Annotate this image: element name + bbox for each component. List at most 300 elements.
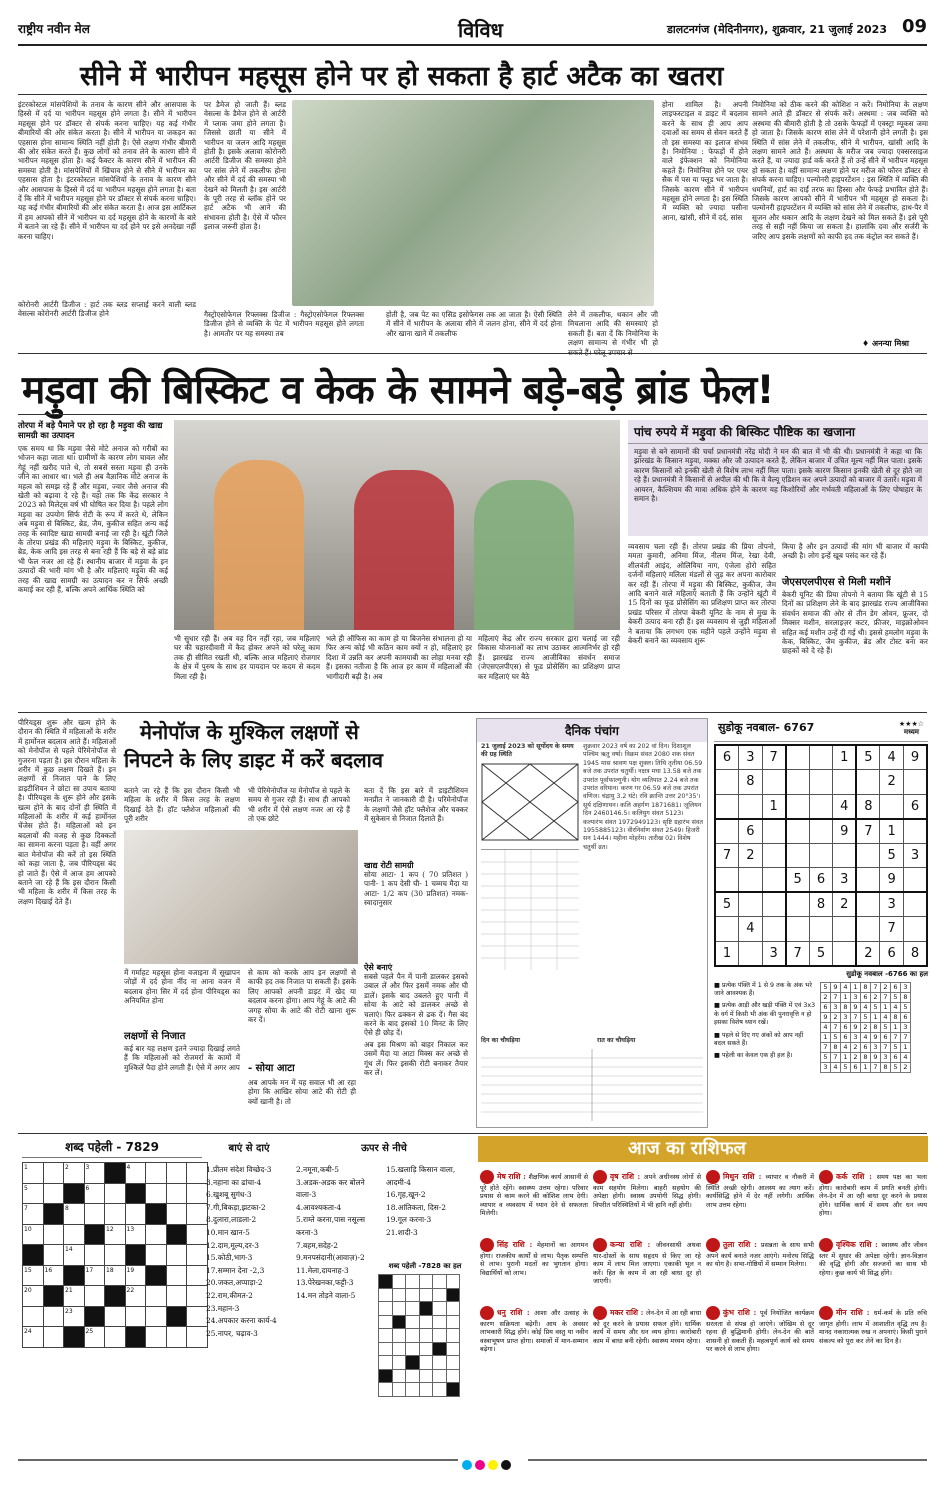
crossword-solution-block xyxy=(419,1302,433,1316)
sudoku-solution-cell: 7 xyxy=(881,1042,891,1052)
crossword-solution-cell xyxy=(433,1369,447,1383)
story1-col4b: लेने में तकलीफ, थकान और जी मिचलाना आदि की समस्याएं हो सकती हैं। बता दें कि निमोनिया के लक्षण सामान्य से गंभीर भी हो xyxy=(568,310,658,348)
sudoku-solution-cell: 9 xyxy=(851,1022,861,1032)
sudoku-cell: 6 xyxy=(809,868,833,893)
crossword-cell[interactable]: 20 xyxy=(23,1286,44,1307)
woman-headache-photo xyxy=(124,830,358,964)
across-clue: 20.जकत,अप्पाड़ा-2 xyxy=(206,1278,263,1288)
down-clue: 18.आंतिकता, दिस-2 xyxy=(386,1202,446,1212)
sudoku-cell xyxy=(762,843,786,868)
crossword-cell[interactable] xyxy=(187,1265,208,1286)
across-clue: 15.कोठी,भाग-3 xyxy=(206,1253,253,1263)
crossword-block xyxy=(64,1327,85,1348)
crossword-cell[interactable] xyxy=(146,1224,167,1245)
crossword-block xyxy=(125,1327,146,1348)
crossword-cell[interactable] xyxy=(146,1245,167,1266)
crossword-grid xyxy=(22,1162,208,1348)
sudoku-cell: 7 xyxy=(880,917,904,942)
story2-col6a: किया है और इन उत्पादों की मांग भी बाजार में काफी अच्छी है। लोग इन्हें खूब पसंद कर रहे हैं। xyxy=(782,542,928,561)
story1-col2b: गैस्ट्रोएसोफेगल रिफ्लक्स डिजीज : गैस्ट्रोएसोफेगल रिफ्लक्स डिजीज होने से व्यक्ति के पेट में भारीपन महसूस होने लगता है। आमतौर पर यह समस्या तब xyxy=(204,310,364,338)
crossword-cell[interactable]: 1 xyxy=(23,1163,44,1184)
sudoku-cell xyxy=(856,868,880,893)
sudoku-cell xyxy=(715,794,739,819)
crossword-cell[interactable] xyxy=(105,1204,126,1225)
footer-rule xyxy=(528,1459,927,1461)
sudoku-rule: ■ प्रत्येक आड़ी और खड़ी पंक्ति में एवं 3x3 के वर्ग में किसी भी अंक की पुनरावृत्ति न हो इसका विशेष ध्यान रखें। xyxy=(714,1002,816,1027)
crossword-solution-cell xyxy=(446,1302,460,1316)
crossword-solution-cell xyxy=(406,1369,420,1383)
sudoku-cell xyxy=(715,868,739,893)
crossword-solution-cell xyxy=(433,1315,447,1329)
crossword-cell[interactable] xyxy=(166,1183,187,1204)
sudoku-cell xyxy=(739,794,763,819)
crossword-block xyxy=(166,1306,187,1327)
sudoku-cell: 8 xyxy=(856,794,880,819)
crossword-solution-cell xyxy=(379,1356,393,1370)
sudoku-cell xyxy=(739,941,763,966)
sudoku-rule: ■ प्रत्येक पंक्ति में 1 से 9 तक के अंक भरे जाने आवश्यक हैं। xyxy=(714,981,812,997)
crossword-block xyxy=(84,1224,105,1245)
story3-headline-line2: निपटने के लिए डाइट में करें बदलाव xyxy=(124,748,383,772)
story3-sub3: - सोया आटा xyxy=(248,1063,295,1074)
sudoku-solution-cell: 5 xyxy=(861,1012,871,1022)
sudoku-cell xyxy=(809,843,833,868)
down-clue: 7.बहम,सदेह-2 xyxy=(296,1240,339,1250)
sudoku-cell: 7 xyxy=(715,843,739,868)
story2-col3: भले ही ऑफिस का काम हो या बिजनेस संभालना हो या फिर अन्य कोई भी कठिन काम क्यों न हो, महिलाएं हर दिशा में उन्नति कर अपनी कामयाबी का लोहा मनवा रही हैं। इसका नतीजा है कि आज हर काम में महिलाओं की भागीदारी बढ़ी है। अब xyxy=(326,634,472,681)
sudoku-cell: 2 xyxy=(856,941,880,966)
sudoku-solution-cell: 7 xyxy=(821,1042,831,1052)
crossword-cell[interactable]: 4 xyxy=(125,1163,146,1184)
sudoku-cell xyxy=(786,917,810,942)
sudoku-cell xyxy=(833,770,857,795)
crossword-cell[interactable]: 25 xyxy=(84,1327,105,1348)
sudoku-solution-title: सुडोकू नवबाल -6766 का हल xyxy=(846,969,928,978)
sudoku-solution-cell: 3 xyxy=(901,982,911,992)
sudoku-solution-cell: 9 xyxy=(871,1052,881,1062)
down-clue: 16.गृह,खून-2 xyxy=(386,1190,426,1200)
sudoku-cell: 4 xyxy=(833,794,857,819)
crossword-solution-block xyxy=(446,1288,460,1302)
crossword-solution-cell xyxy=(433,1275,447,1289)
crossword-cell[interactable] xyxy=(187,1245,208,1266)
story1-col6: निमोनिया को ठीक करने की कोशिश न करें। निमोनिया के लक्षण सामने आते ही डॉक्टर से संपर्क करें। अस्थमा : जब व्यक्ति को अस्थमा की बीमारी होती है तो उसके फेफड़ों में एक्स्ट्रा म्यूकस जमा हो जाता है। जिसके कारण सांस लेने में परेशानी होने लगती है। इस स्थिति में सांस लेने में तकलीफ, सीने में भारीपन, खांसी आदि के लक्षण सामने आते हैं। अस्थमा के मरीज जब ज्यादा एक्सरसाइज करते हैं, या ज्यादा हार्ड वर्क करते हैं तो उन्हें सीने में भारीपन महसूस हो सकता है। वहीं सामान्य लक्षण होने पर मरीज को फौरन डॉक्टर से संपर्क करना चाहिए। पल्मोनरी हाइपरटेंशन : इस स्थिति में व्यक्ति की धमनियों, हार्ट का दाईं तरफ का हिस्सा और फेफड़े प्रभावित होते हैं। जिसके कारण आपको सीने में भारीपन भी महसूस हो सकता है। पल्मोनरी हाइपरटेंशन में व्यक्ति को सांस लेने में तकलीफ, हाथ-पैर में सूजन और थकान आदि के लक्षण देखने को मिल सकते हैं। इसे पूरी तरह से सही नहीं किया जा सकता है। हालांकि दवा और सर्जरी के जरिए आप इसके लक्षणों को काफी हद तक कंट्रोल कर सकते हैं। xyxy=(752,100,928,241)
crossword-cell[interactable]: 24 xyxy=(23,1327,44,1348)
rashi-text: अपने अधीनस्थ लोगों से काम सहयोग मिलेगा। बाहरी सहयोग की अपेक्षा होगी। स्वास्थ उपयोगी सिद्ध होगी। विपरीत परिस्थितियों में भी हानि नहीं होगी। xyxy=(593,1173,701,1209)
sudoku-solution-cell: 6 xyxy=(891,1052,901,1062)
crossword-cell[interactable]: 15 xyxy=(23,1265,44,1286)
sudoku-solution-cell: 2 xyxy=(881,982,891,992)
crossword-cell[interactable] xyxy=(105,1183,126,1204)
crossword-cell[interactable] xyxy=(84,1286,105,1307)
sudoku-solution-cell: 7 xyxy=(831,1022,841,1032)
recipe-ingredients: सोया आटा- 1 कप ( 70 प्रतिशत ) पानी- 1 कप देसी घी- 1 चम्मच मैदा या आटा- 1/2 कप (30 प्रतिशत) नमक- स्वादानुसार xyxy=(364,870,468,908)
crossword-solution-block xyxy=(379,1275,393,1289)
sudoku-solution-cell: 7 xyxy=(831,992,841,1002)
zodiac-icon xyxy=(593,1306,607,1320)
rashi-name: वृश्चिक राशि : xyxy=(836,1240,882,1249)
across-clue: 25.नापर, चढ़ाव-3 xyxy=(206,1328,258,1338)
crossword-solution-cell xyxy=(433,1329,447,1343)
sudoku-cell xyxy=(786,843,810,868)
down-clue: करना-3 xyxy=(296,1227,318,1237)
sudoku-cell xyxy=(903,917,927,942)
crossword-solution-block xyxy=(392,1315,406,1329)
crossword-solution-cell xyxy=(419,1356,433,1370)
divider xyxy=(18,94,927,95)
story3-col3: भी पेरिमेनोपॉज या मेनोपॉज से पहले के समय से गुजर रही हैं। साथ ही आपको भी शरीर में ऐसे लक्षण नजर आ रहे हैं तो एक छोटे xyxy=(248,786,350,824)
down-clues xyxy=(296,1164,378,1303)
rashi-name: कन्या राशि : xyxy=(610,1240,656,1249)
sudoku-solution-cell: 6 xyxy=(881,1032,891,1042)
sudoku-solution-cell: 3 xyxy=(851,1032,861,1042)
down-clue: 13.पेरेखनका,फट्टी-3 xyxy=(296,1278,354,1288)
crossword-cell[interactable] xyxy=(23,1306,44,1327)
across-clue: 12.दाम,मूल्य,दर-3 xyxy=(206,1240,259,1250)
crossword-cell[interactable]: 3 xyxy=(84,1163,105,1184)
rashi-text: लेन-देन में आ रही बाधा को दूर करने के प्रयास सफल होंगे। धार्मिक कार्य में समय और धन व्यय होगा। कारोबारी काम में बाधा बनी रहेगी। स्वास्थ्य मध्यम रहेगा। xyxy=(593,1309,702,1345)
crossword-solution-cell xyxy=(392,1329,406,1343)
crossword-cell[interactable] xyxy=(187,1286,208,1307)
crossword-cell[interactable]: 22 xyxy=(125,1286,146,1307)
zodiac-icon xyxy=(480,1306,494,1320)
crossword-cell[interactable] xyxy=(187,1204,208,1225)
crossword-cell[interactable]: 7 xyxy=(23,1204,44,1225)
sudoku-cell xyxy=(739,868,763,893)
sudoku-cell: 4 xyxy=(880,745,904,770)
story1-headline: सीने में भारीपन महसूस होने पर हो सकता है हार्ट अटैक का खतरा xyxy=(80,61,724,92)
crossword-solution-cell xyxy=(406,1275,420,1289)
sudoku-cell: 8 xyxy=(739,770,763,795)
crossword-cell[interactable] xyxy=(146,1163,167,1184)
crossword-cell[interactable]: 13 xyxy=(125,1224,146,1245)
rashi-card xyxy=(593,1238,701,1298)
crossword-solution-cell xyxy=(433,1288,447,1302)
crossword-cell[interactable] xyxy=(166,1286,187,1307)
story2-col2: भी सुधार रही हैं। अब वह दिन नहीं रहा, जब महिलाएं घर की चहारदीवारी में कैद होकर अपने को घरेलू काम तक ही सीमित रखती थी, बल्कि आज महिलाएं रोजगार के क्षेत्र में पुरुष के साथ हर पायदान पर कदम से कदम मिला रही है। xyxy=(174,634,320,681)
crossword-cell[interactable]: 5 xyxy=(23,1183,44,1204)
rashi-text: आशा और उत्साह के कारण सक्रियता बढ़ेगी। आय के अवसर लाभकारी सिद्ध होंगे। कोई प्रिय वस्तु या नवीन वस्त्राभूषण प्राप्त होगा। समाजों में मान-सम्मान बढ़ेगा। xyxy=(480,1309,588,1353)
story1-col2: पर डैमेज हो जाती हैं। ब्लड वेसल्स के डैमेज होने से आर्टरी में प्लाक जमा होने लगता है। जिससे छाती या सीने में भारीपन या जलन आदि महसूस होती है। इसके अलावा कोरोनरी आर्टरी डिजीज की समस्या होने पर सांस लेने में तकलीफ होना और सीने में दर्द की समस्या भी देखने को मिलती है। इस आर्टरी के पूरी तरह से ब्लॉक होने पर हार्ट अटैक भी आने की संभावना होती है। ऐसे में फौरन इलाज जरूरी होता है। xyxy=(204,100,286,232)
across-clue: 3.नहाना का ढांचा-4 xyxy=(206,1177,262,1187)
crossword-cell[interactable] xyxy=(43,1224,64,1245)
crossword-solution-cell xyxy=(433,1383,447,1397)
sudoku-solution-cell: 1 xyxy=(841,992,851,1002)
rashi-text: व्यापार व नौकरी में स्थिति अच्छी रहेगी। आलस्य का त्याग करें। कार्यसिद्धि होने में देर नहीं लगेगी। आर्थिक लाभ उत्तम रहेगा। xyxy=(706,1173,814,1209)
crossword-block xyxy=(105,1163,126,1184)
crossword-solution-cell xyxy=(433,1356,447,1370)
sudoku-solution-cell: 6 xyxy=(841,1022,851,1032)
divider xyxy=(18,353,927,354)
divider xyxy=(18,414,927,415)
rashi-text: स्वास्थ्य और जीवन स्तर में सुधार की अपेक्षा रहेगी। ज्ञान-विज्ञान की वृद्धि होगी और सज्जनों का साथ भी रहेगा। कुछ कार्य भी सिद्ध होंगे। xyxy=(819,1241,927,1277)
sudoku-cell xyxy=(856,770,880,795)
sudoku-solution-grid xyxy=(820,982,911,1073)
crossword-solution-title: शब्द पहेली -7828 का हल xyxy=(388,1262,462,1270)
sudoku-solution-cell: 7 xyxy=(881,992,891,1002)
crossword-cell[interactable] xyxy=(146,1306,167,1327)
sudoku-solution-cell: 9 xyxy=(851,1002,861,1012)
crossword-cell[interactable] xyxy=(146,1327,167,1348)
choghadiya-night-title: रात का चौघड़िया xyxy=(597,1037,636,1044)
page-number: 09 xyxy=(901,16,927,37)
story3-col2c: कई बार यह लक्षण इतने ज्यादा दिखाई लगते हैं कि महिलाओं को रोजमर्रा के कामों में मुश्किलें पैदा होने लगती हैं। ऐसे में अगर आप xyxy=(124,1044,240,1072)
sudoku-solution-cell: 4 xyxy=(861,1032,871,1042)
across-clue: 10.मान खान-5 xyxy=(206,1227,250,1237)
rashi-name: मिथुन राशि : xyxy=(723,1172,766,1181)
zodiac-icon xyxy=(819,1238,833,1252)
crossword-cell[interactable] xyxy=(43,1306,64,1327)
down-clue: 9.मनपसंदानी(आवाज़)-2 xyxy=(296,1253,365,1263)
crossword-solution-block xyxy=(379,1369,393,1383)
crossword-solution-cell xyxy=(446,1342,460,1356)
crossword-solution-cell xyxy=(379,1288,393,1302)
crossword-cell[interactable]: 23 xyxy=(64,1306,85,1327)
chest-pain-photo xyxy=(292,100,654,306)
sudoku-level-text: मध्यम xyxy=(903,728,919,736)
sudoku-solution-cell: 6 xyxy=(841,1032,851,1042)
story1-col1b: कोरोनरी आर्टरी डिजीज : हार्ट तक ब्लड सप्लाई करने वाली ब्लड वेसल्स कोरोनरी आर्टरी डिजीज होने xyxy=(18,300,196,319)
crossword-block xyxy=(43,1286,64,1307)
rashi-card xyxy=(819,1170,927,1230)
crossword-cell[interactable]: 18 xyxy=(105,1265,126,1286)
panchang-info: शुक्रवार 2023 वर्ष का 202 वां दिन। दिशाशूल पश्चिम ऋतु वर्षा। विक्रम संवत 2080 शक संवत 1945 मास श्रावण पक्ष शुक्ल। तिथि तृतीया 06.59 बजे तक उपरांत चतुर्थी। नक्षत्र मघा 13.58 बजे तक उपरांत पूर्वाफाल्गुनी। योग व्यतिपात 2.24 बजे तक उपरांत वरियान। करण गर 06.59 बजे तक उपरांत वणिज। चंद्रायु 3.2 घंटे। रवि क्रान्ति उत्तर 20°35'। सूर्य दक्षिणायन। कलि अहर्गण 1871681। जूलियन दिन 2460146.5। कलियुग संवत 5123। कल्पारंभ संवत 1972949123। सृष्टि ग्रहारंभ संवत 1955885123। वीरनिर्वाण संवत 2549। हिजरी सन 1444। महीना मोहर्रम। तारीख 02। विशेष चतुर्थी व्रत। xyxy=(583,743,703,851)
sudoku-solution-cell: 4 xyxy=(861,1002,871,1012)
crossword-solution-cell xyxy=(446,1329,460,1343)
crossword-solution-cell xyxy=(379,1315,393,1329)
crossword-solution-cell xyxy=(446,1315,460,1329)
divider xyxy=(18,712,927,713)
crossword-cell[interactable] xyxy=(166,1327,187,1348)
crossword-cell[interactable] xyxy=(166,1245,187,1266)
story2-headline: मड़ुवा की बिस्किट व केक के सामने बड़े-बड़े ब्रांड फेल! xyxy=(22,368,774,413)
crossword-solution-cell xyxy=(406,1315,420,1329)
sidebar-title: पांच रुपये में मड़ुवा की बिस्किट पौष्टिक का खजाना xyxy=(628,420,928,444)
sudoku-cell xyxy=(903,892,927,917)
sudoku-cell xyxy=(880,794,904,819)
story1-col5: होना शामिल है। अपनी लाइफस्टाइल व डाइट में बदलाव करने के साथ ही आप आप दवाओं का समय से सेवन करते हैं तो इस समस्या का इलाज संभव है। निमोनिया : फेफड़ों में होने वाले इंफेक्शन को निमोनिया कहते हैं। निमोनिया होने पर एयर सैक में पस या फ्लूड भर जाता है। जिसके कारण सीने में भारीपन महसूस होने लगता है। इस स्थिति में व्यक्ति को ज्यादा पसीना आना, खांसी, सीने में दर्द, सांस xyxy=(662,100,748,222)
crossword-solution-grid xyxy=(378,1274,460,1397)
crossword-title: शब्द पहेली - 7829 xyxy=(22,1138,202,1158)
method-text: सबसे पहले पैन में पानी डालकर इसको उबाल लें और फिर इसमें नमक और घी डालें। इसके बाद उबलते हुए पानी में सोया के आटे को डालकर अच्छे से चलाएं। फिर ढक्कन से ढक दें। गैस बंद करने के बाद इसको 10 मिनट के लिए ऐसे ही छोड़ दें। xyxy=(364,972,468,1038)
across-title: बाएं से दाएं xyxy=(228,1143,270,1154)
woman-figure-3 xyxy=(474,480,574,630)
sudoku-cell xyxy=(856,917,880,942)
sudoku-solution-cell: 1 xyxy=(861,1062,871,1072)
sudoku-solution-cell: 6 xyxy=(861,992,871,1002)
sudoku-solution-cell: 5 xyxy=(831,1032,841,1042)
sudoku-solution-cell: 2 xyxy=(871,992,881,1002)
crossword-solution-block xyxy=(433,1342,447,1356)
sudoku-cell: 6 xyxy=(880,941,904,966)
crossword-cell[interactable] xyxy=(166,1265,187,1286)
sudoku-solution-cell: 5 xyxy=(891,1042,901,1052)
zodiac-icon xyxy=(480,1170,494,1184)
planet-table xyxy=(481,849,579,969)
crossword-cell[interactable] xyxy=(43,1327,64,1348)
sudoku-cell: 4 xyxy=(739,917,763,942)
crossword-cell[interactable] xyxy=(105,1327,126,1348)
rashi-card xyxy=(706,1170,814,1230)
crossword-cell[interactable] xyxy=(187,1183,208,1204)
sudoku-bottom xyxy=(714,982,928,1073)
crossword-block xyxy=(43,1204,64,1225)
crossword-solution-cell xyxy=(379,1342,393,1356)
crossword-cell[interactable]: 21 xyxy=(64,1286,85,1307)
sudoku-solution-cell: 8 xyxy=(871,1022,881,1032)
black-dot xyxy=(501,1460,511,1470)
sudoku-cell: 8 xyxy=(809,892,833,917)
sudoku-cell: 5 xyxy=(809,941,833,966)
sudoku-solution-cell: 4 xyxy=(841,1042,851,1052)
crossword-cell[interactable]: 8 xyxy=(64,1204,85,1225)
sudoku-cell xyxy=(762,892,786,917)
rashi-name: कुंभ राशि : xyxy=(723,1308,761,1317)
crossword-block xyxy=(146,1204,167,1225)
sudoku-solution-cell: 7 xyxy=(871,982,881,992)
woman-figure-2 xyxy=(354,470,454,630)
crossword-cell[interactable] xyxy=(43,1163,64,1184)
sudoku-solution-cell: 2 xyxy=(821,992,831,1002)
sudoku-cell xyxy=(762,770,786,795)
crossword-cell[interactable] xyxy=(146,1286,167,1307)
sudoku-rule: ■ पहेली का केवल एक ही हल है। xyxy=(714,1052,793,1060)
crossword-cell[interactable]: 14 xyxy=(64,1245,85,1266)
story3-col2b: में गर्माहट महसूस होना वजाइना में सूखापन जोड़ों में दर्द होना नींद ना आना वजन में बदलाव होना सिर में दर्द होना पीरियड्स का अनियमित होना xyxy=(124,968,240,1006)
yellow-dot xyxy=(488,1460,498,1470)
crossword-cell[interactable]: 12 xyxy=(105,1224,126,1245)
crossword-solution-cell xyxy=(406,1342,420,1356)
across-clue: 23.महान-3 xyxy=(206,1303,240,1313)
sudoku-solution-cell: 1 xyxy=(851,982,861,992)
rashi-card xyxy=(706,1306,814,1366)
sudoku-cell: 8 xyxy=(903,941,927,966)
crossword-cell[interactable]: 16 xyxy=(43,1265,64,1286)
sudoku-solution-cell: 8 xyxy=(901,992,911,1002)
crossword-solution-cell xyxy=(419,1288,433,1302)
crossword-cell[interactable] xyxy=(187,1306,208,1327)
rashi-card xyxy=(593,1306,701,1366)
sudoku-cell: 7 xyxy=(762,745,786,770)
sudoku-solution-cell: 8 xyxy=(831,1042,841,1052)
panchang-subtitle: 21 जुलाई 2023 को सूर्योदय के समय की ग्रह स्थिति xyxy=(481,743,574,759)
crossword-cell[interactable] xyxy=(105,1306,126,1327)
sudoku-solution-cell: 9 xyxy=(831,982,841,992)
sudoku-cell xyxy=(786,892,810,917)
sudoku-cell xyxy=(903,770,927,795)
crossword-block xyxy=(64,1265,85,1286)
recipe-title: खाद्य रोटी सामग्री xyxy=(364,861,414,870)
crossword-cell[interactable] xyxy=(43,1245,64,1266)
planet-table-lines xyxy=(481,850,579,970)
crossword-block xyxy=(105,1286,126,1307)
sudoku-cell xyxy=(809,770,833,795)
crossword-solution-cell xyxy=(392,1383,406,1397)
crossword-cell[interactable]: 2 xyxy=(64,1163,85,1184)
sudoku-header xyxy=(714,718,928,742)
sudoku-solution-cell: 6 xyxy=(891,982,901,992)
zodiac-icon xyxy=(706,1306,720,1320)
sudoku-solution-cell: 4 xyxy=(891,1002,901,1012)
crossword-cell[interactable] xyxy=(166,1163,187,1184)
down-clue: 14.मन तोड़ने वाला-5 xyxy=(296,1290,356,1300)
crossword-cell[interactable] xyxy=(84,1204,105,1225)
sudoku-cell: 9 xyxy=(903,745,927,770)
sudoku-cell: 7 xyxy=(856,819,880,844)
sudoku-cell xyxy=(833,941,857,966)
story1-col3b: होती है, जब पेट का एसिड इसोफेगस तक आ जाता है। ऐसी स्थिति में सीने में भारीपन के अलावा सीने में जलन होना, सीने में दर्द होना और खाना खाने में तकलीफ xyxy=(386,310,562,338)
sudoku-solution-cell: 7 xyxy=(831,1052,841,1062)
sudoku-solution-cell: 1 xyxy=(881,1002,891,1012)
crossword-cell[interactable] xyxy=(105,1245,126,1266)
crossword-cell[interactable] xyxy=(187,1224,208,1245)
across-clues xyxy=(206,1164,292,1340)
crossword-cell[interactable] xyxy=(43,1183,64,1204)
sudoku-cell xyxy=(762,868,786,893)
down-clue: 15.खलाड़ि किसान वाला, xyxy=(386,1165,456,1174)
crossword-solution-cell xyxy=(419,1329,433,1343)
sudoku-cell: 2 xyxy=(739,843,763,868)
rashi-text: धर्म-कर्म के प्रति रुचि जागृत होगी। लाभ में आशातीत वृद्धि तय है। मानद नकारात्मक रुख न अपनाएं। किसी पुराने संकल्प को पूरा कर लेने का दिन है। xyxy=(819,1309,927,1345)
story3-sub2: लक्षणों से निजात xyxy=(124,1031,186,1042)
crossword-cell[interactable]: 10 xyxy=(23,1224,44,1245)
sudoku-cell: 6 xyxy=(715,745,739,770)
crossword-solution-cell xyxy=(446,1275,460,1289)
crossword-solution-block xyxy=(446,1383,460,1397)
rashi-name: मेष राशि : xyxy=(497,1172,529,1181)
masthead xyxy=(18,14,927,46)
crossword-cell[interactable] xyxy=(166,1204,187,1225)
story3-col4b: अब इस मिश्रण को बाहर निकाल कर उसमें मैदा या आटा मिक्स कर अच्छे से गूंथ लें। फिर इसकी रोटी बनाकर तैयार कर लें। xyxy=(364,1040,468,1078)
zodiac-icon xyxy=(819,1170,833,1184)
sudoku-solution-cell: 4 xyxy=(881,1012,891,1022)
crossword-solution-cell xyxy=(392,1369,406,1383)
crossword-cell[interactable] xyxy=(64,1224,85,1245)
sudoku-cell xyxy=(903,819,927,844)
sudoku-cell xyxy=(903,868,927,893)
crossword-cell[interactable]: 6 xyxy=(84,1183,105,1204)
sudoku-level: ★★★☆ मध्यम xyxy=(898,720,924,736)
rashi-text: मेहमानों का आगमन होगा। राजकीय कार्यों से लाभ। पैतृक सम्पत्ति से लाभ। पुरानी मदतों का भुगतान होगा। विद्यार्थियों को लाभ। xyxy=(480,1241,588,1277)
crossword-cell[interactable]: 17 xyxy=(84,1265,105,1286)
sudoku-cell: 1 xyxy=(715,941,739,966)
zodiac-icon xyxy=(593,1238,607,1252)
crossword-cell[interactable] xyxy=(187,1327,208,1348)
crossword-cell[interactable] xyxy=(146,1183,167,1204)
sudoku-cell xyxy=(786,745,810,770)
sudoku-solution-cell: 4 xyxy=(831,1062,841,1072)
across-clue: 22.राम,कीमत-2 xyxy=(206,1290,253,1300)
rashifal-grid xyxy=(480,1170,930,1366)
crossword-block xyxy=(84,1306,105,1327)
women-group-photo xyxy=(174,420,620,630)
story3-col3c: अब आपके मन में यह सवाल भी आ रहा होगा कि आखिर सोया आटे की रोटी ही क्यों खानी है। तो xyxy=(248,1078,356,1106)
section-title: विविध xyxy=(458,18,503,42)
crossword-cell[interactable]: 19 xyxy=(125,1265,146,1286)
crossword-cell[interactable] xyxy=(84,1245,105,1266)
rashi-name: कर्क राशि : xyxy=(836,1172,877,1181)
crossword-cell[interactable] xyxy=(125,1306,146,1327)
sudoku-cell xyxy=(833,917,857,942)
crossword-cell[interactable] xyxy=(125,1204,146,1225)
registration-dots xyxy=(462,1455,514,1474)
crossword-cell[interactable] xyxy=(187,1163,208,1184)
sudoku-cell xyxy=(715,770,739,795)
zodiac-icon xyxy=(593,1170,607,1184)
sudoku-cell xyxy=(856,892,880,917)
crossword-solution-cell xyxy=(419,1383,433,1397)
sudoku-solution-cell: 6 xyxy=(901,1012,911,1022)
